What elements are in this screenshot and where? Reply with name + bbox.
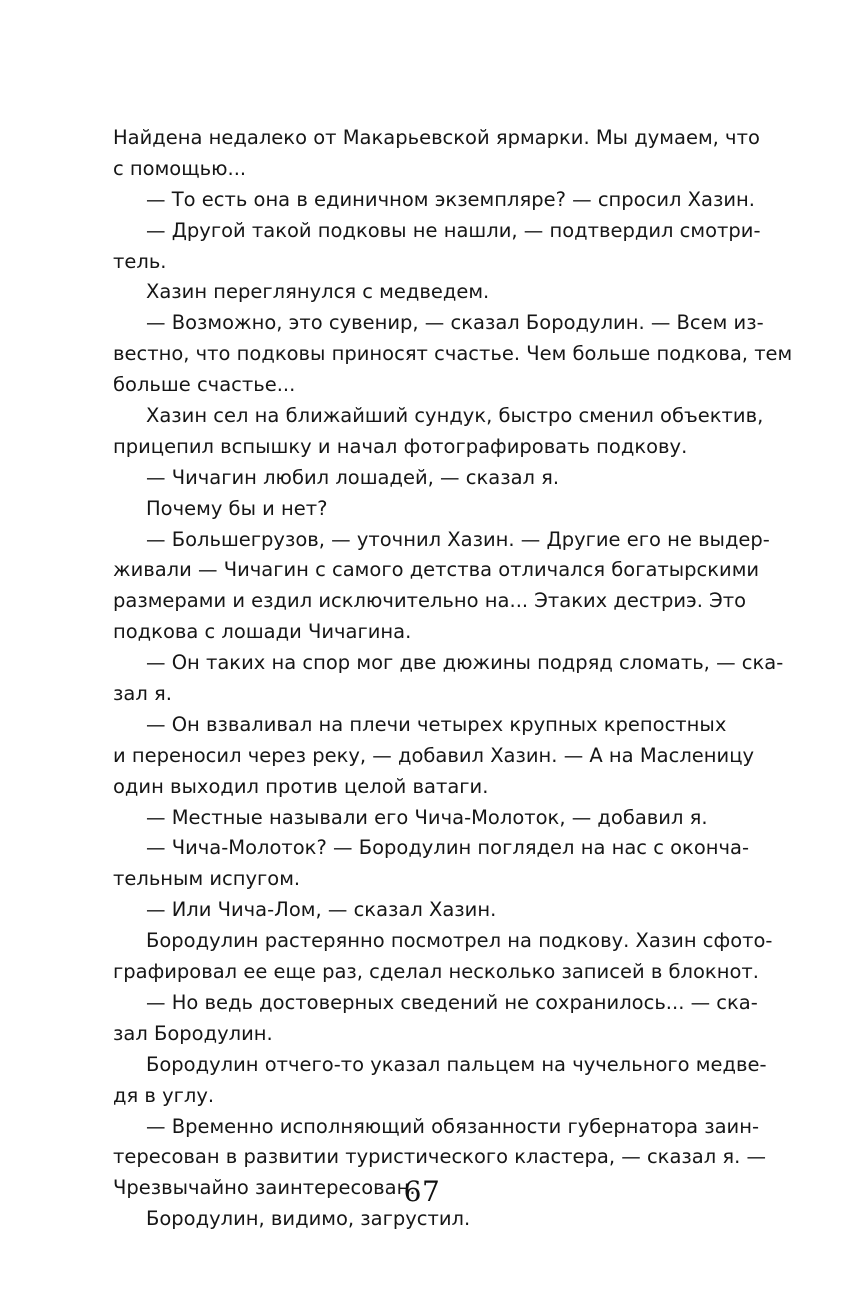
text-line: Чрезвычайно заинтересован. (113, 1176, 416, 1200)
text-line: прицепил вспышку и начал фотографировать подкову. (113, 434, 688, 458)
text-line: Бородулин, видимо, загрустил. (146, 1207, 471, 1231)
text-line: — Местные называли его Чича-Молоток, — добавил я. (146, 805, 708, 829)
text-line: — Он взваливал на плечи четырех крупных крепостных (146, 712, 727, 736)
text-line: — Возможно, это сувенир, — сказал Бородулин. — Всем из- (146, 311, 764, 335)
text-line: один выходил против целой ватаги. (113, 774, 489, 798)
text-line: Хазин переглянулся с медведем. (146, 280, 490, 304)
text-line: — Он таких на спор мог две дюжины подряд сломать, — ска- (146, 651, 784, 675)
text-line: вестно, что подковы приносят счастье. Чем больше подкова, тем (113, 342, 793, 366)
text-line: с помощью... (113, 156, 247, 180)
text-line: подкова с лошади Чичагина. (113, 620, 412, 644)
text-line: и переносил через реку, — добавил Хазин. — А на Масленицу (113, 743, 755, 767)
text-line: — Временно исполняющий обязанности губернатора заин- (146, 1114, 759, 1138)
text-line: — Большегрузов, — уточнил Хазин. — Другие его не выдер- (146, 527, 770, 551)
text-line: тельным испугом. (113, 867, 301, 891)
text-line: живали — Чичагин с самого детства отличался богатырскими (113, 558, 760, 582)
text-line: размерами и ездил исключительно на... Этаких дестриэ. Это (113, 589, 747, 613)
text-line: Почему бы и нет? (146, 496, 328, 520)
text-line: тересован в развитии туристического кластера, — сказал я. — (113, 1145, 767, 1169)
text-line: больше счастье... (113, 373, 296, 397)
body-text (113, 123, 793, 1235)
text-line: Найдена недалеко от Макарьевской ярмарки. Мы думаем, что (113, 126, 760, 149)
text-line: дя в углу. (113, 1083, 215, 1107)
text-line: — Чича-Молоток? — Бородулин поглядел на нас с оконча- (146, 836, 750, 860)
text-line: зал Бородулин. (113, 1021, 273, 1045)
text-line: — Чичагин любил лошадей, — сказал я. (146, 465, 560, 489)
text-line: зал я. (113, 682, 172, 706)
text-line: — Другой такой подковы не нашли, — подтвердил смотри- (146, 218, 761, 242)
text-line: — Или Чича-Лом, — сказал Хазин. (146, 898, 497, 922)
text-line: Бородулин растерянно посмотрел на подкову. Хазин сфото- (146, 929, 773, 953)
page-number: 67 (403, 1175, 441, 1208)
text-line: — Но ведь достоверных сведений не сохранилось... — ска- (146, 990, 758, 1014)
text-line: Хазин сел на ближайший сундук, быстро сменил объектив, (146, 404, 764, 428)
text-line: тель. (113, 249, 167, 273)
text-line: Бородулин отчего-то указал пальцем на чучельного медве- (146, 1052, 767, 1076)
text-line: — То есть она в единичном экземпляре? — спросил Хазин. (146, 187, 755, 211)
text-line: графировал ее еще раз, сделал несколько записей в блокнот. (113, 960, 759, 984)
